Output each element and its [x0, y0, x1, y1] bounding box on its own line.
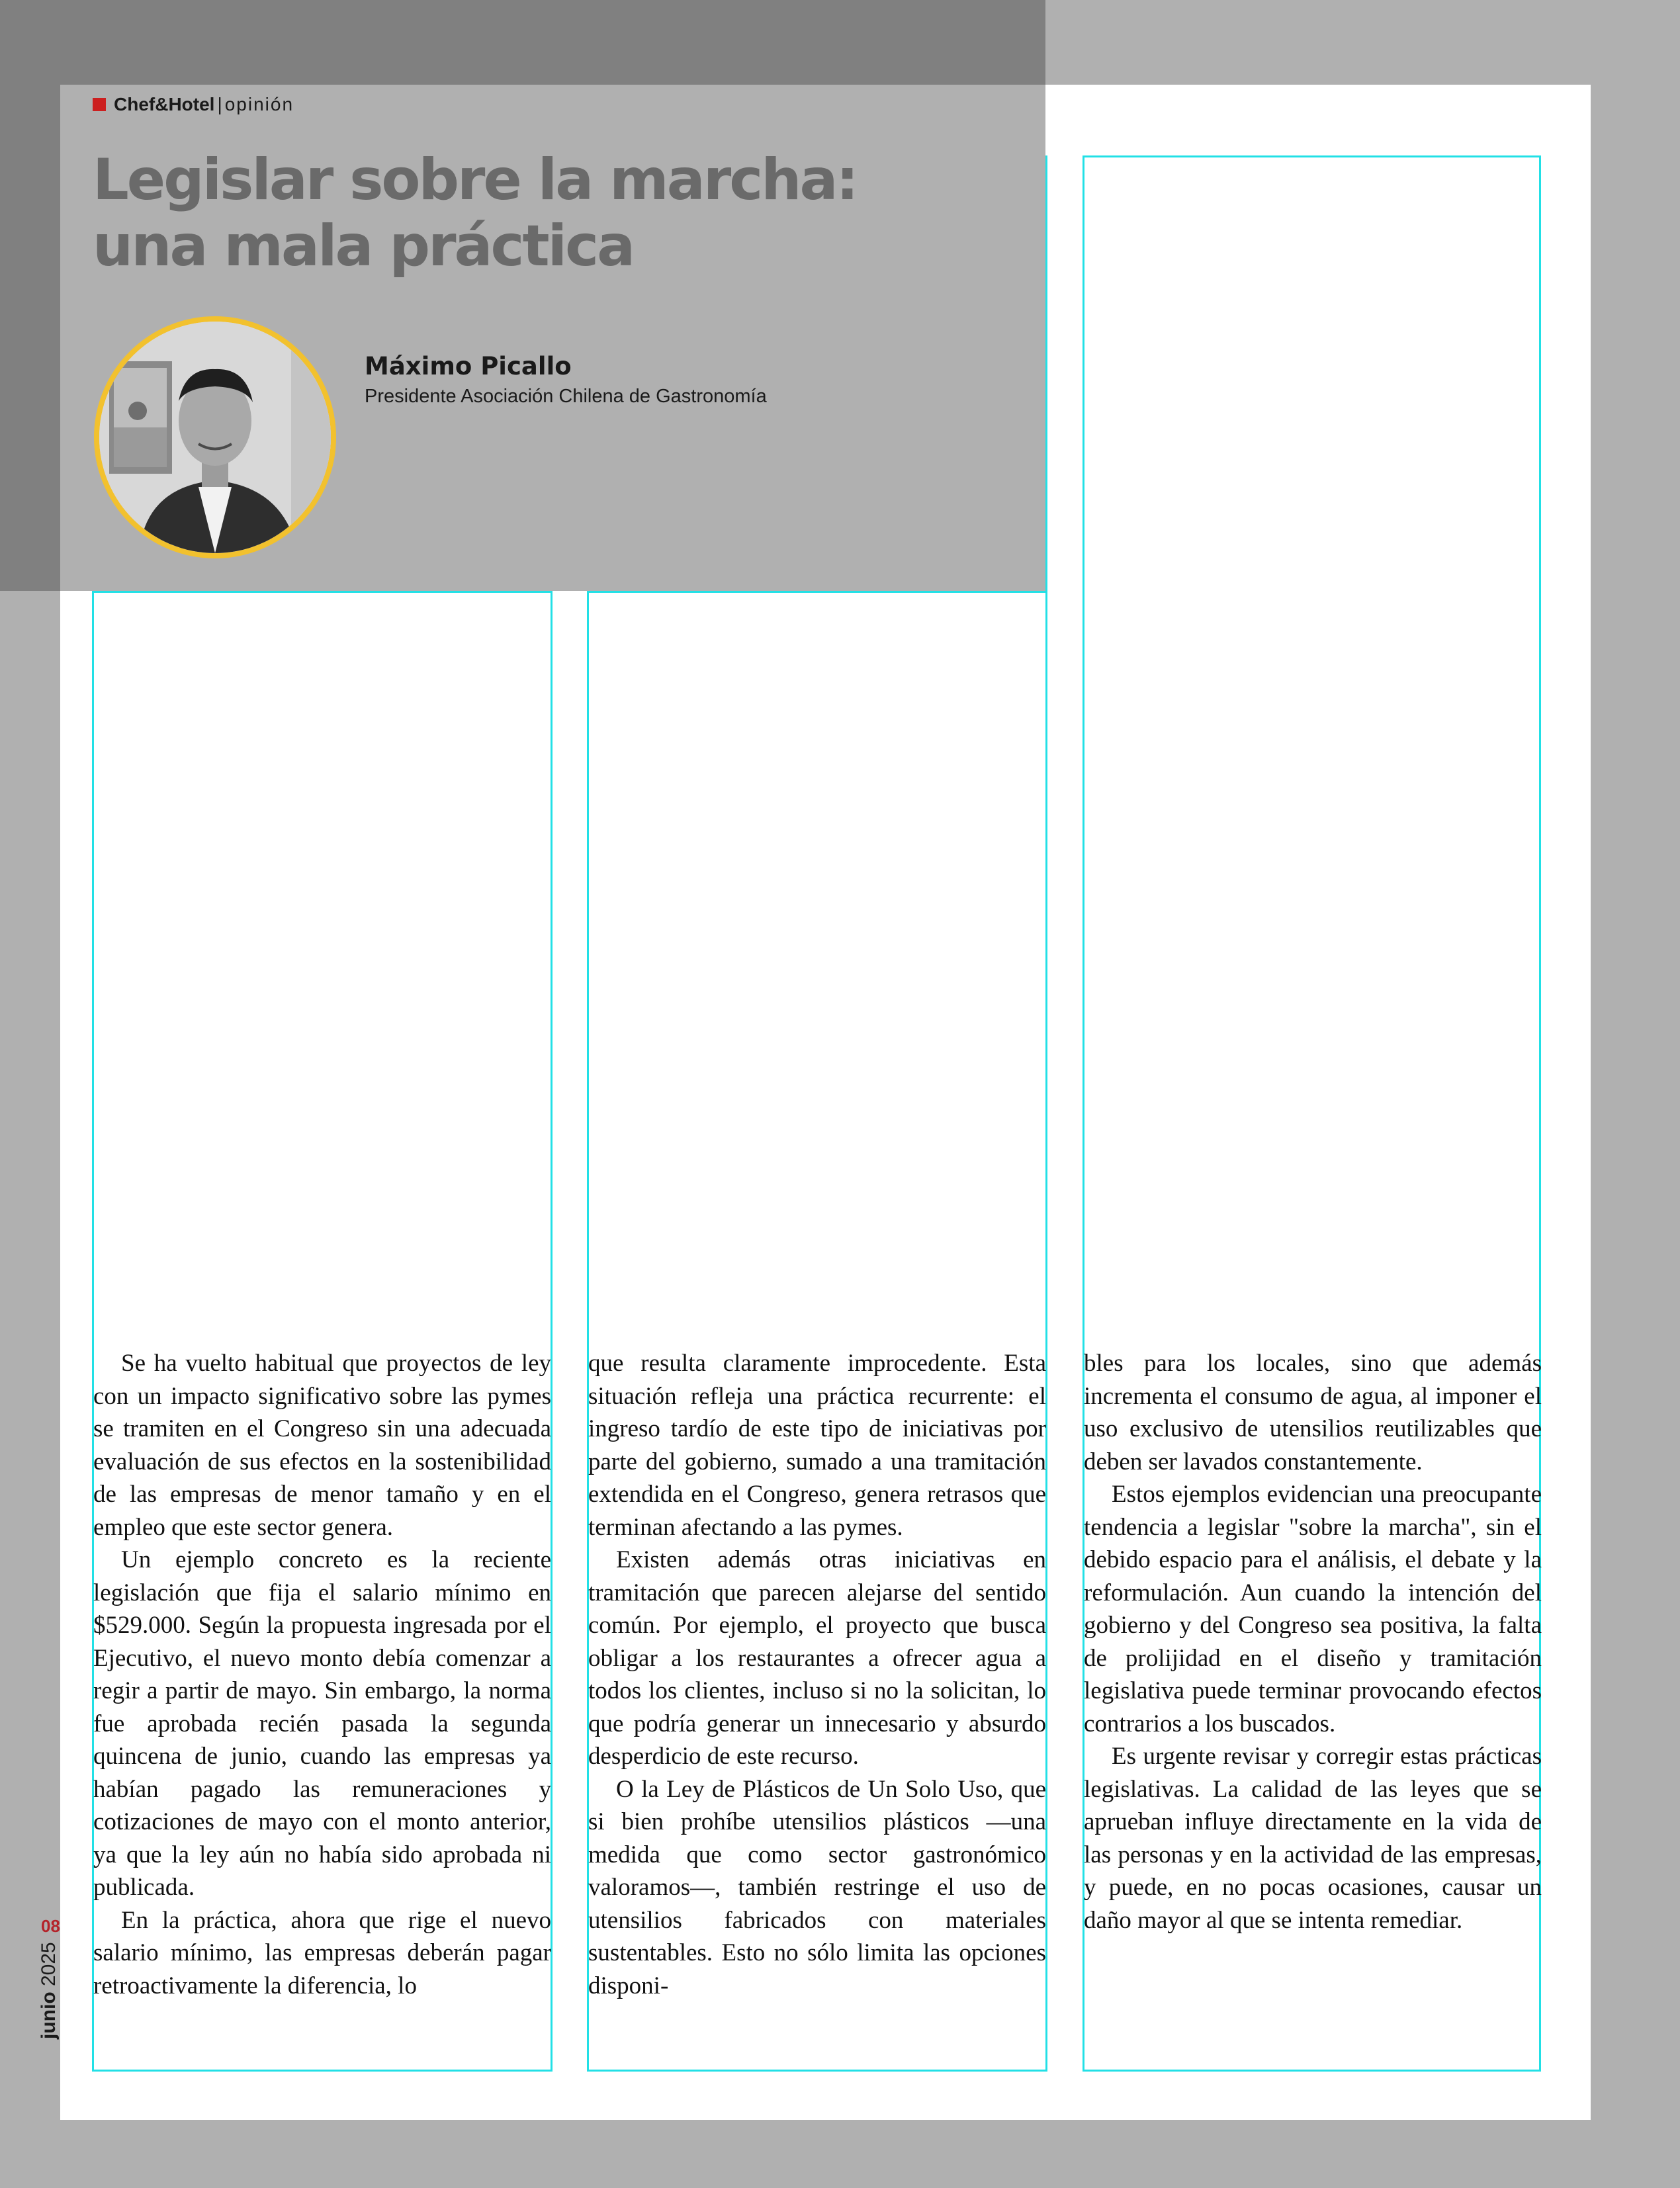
page-number: 08 — [41, 1916, 60, 1936]
paragraph: bles para los locales, sino que además incrementa el consumo de agua, al imponer el uso exclusivo de utensilios reutilizables que deben ser lavados constantemente. — [1084, 1350, 1542, 1475]
issue-date — [38, 1942, 60, 2039]
kicker-separator: | — [217, 94, 222, 114]
body-column-3 — [1084, 1347, 1542, 2075]
section-kicker — [93, 94, 294, 115]
body-column-1 — [93, 1347, 551, 2075]
author-photo — [94, 316, 336, 558]
paragraph: Es urgente revisar y corregir estas prácticas legislativas. La calidad de las leyes que se aprueban influye directamente en la vida de las personas y en la actividad de las empresas, y puede, en no pocas ocasiones, causar un daño mayor al que se intenta remediar. — [1084, 1743, 1542, 1934]
brand-name: Chef&Hotel — [114, 94, 215, 114]
paragraph: Estos ejemplos evidencian una preocupante tendencia a legislar "sobre la marcha", sin el debido espacio para el análisis, el debate y la reformulación. Aun cuando la intención del gobierno y del Congreso sea positiva, la falta de prolijidad en el diseño y tramitación legislativa puede terminar provocando efectos contrarios a los buscados. — [1084, 1481, 1542, 1737]
author-role: Presidente Asociación Chilena de Gastronomía — [365, 386, 767, 407]
title-line-2: una mala práctica — [93, 213, 634, 279]
section-name: opinión — [224, 94, 294, 114]
author-portrait-icon — [99, 322, 331, 553]
column-guide-2-top — [1043, 155, 1047, 591]
paragraph: que resulta claramente improcedente. Esta situación refleja una práctica recurrente: el ingreso tardío de este tipo de iniciativas por parte del gobierno, sumado a una tramitación extendida en el Congreso, genera retrasos que terminan afectando a las pymes. — [588, 1350, 1046, 1541]
paragraph: Se ha vuelto habitual que proyectos de ley con un impacto significativo sobre las pymes se tramiten en el Congreso sin una adecuada evaluación de sus efectos en la sostenibilidad de las empresas de menor tamaño y en el empleo que este sector genera. — [93, 1350, 551, 1541]
paragraph: En la práctica, ahora que rige el nuevo salario mínimo, las empresas deberán pagar retroactivamente la diferencia, lo — [93, 1906, 551, 1999]
paragraph: Un ejemplo concreto es la reciente legislación que fija el salario mínimo en $529.000. Según la propuesta ingresada por el Ejecutivo, el nuevo monto debía comenzar a regir a partir de mayo. Sin embargo, la norma fue aprobada recién pasada la segunda quincena de junio, cuando las empresas ya habían pagado las remuneraciones y cotizaciones de mayo con el monto anterior, ya que la ley aún no había sido aprobada ni publicada. — [93, 1546, 551, 1901]
title-line-1: Legislar sobre la marcha: — [93, 147, 857, 213]
paragraph: Existen además otras iniciativas en tramitación que parecen alejarse del sentido común. Por ejemplo, el proyecto que busca obligar a los restaurantes a ofrecer agua a todos los clientes, incluso si no la solicitan, lo que podría generar un innecesario y absurdo desperdicio de este recurso. — [588, 1546, 1046, 1770]
issue-year: 2025 — [38, 1942, 60, 1986]
issue-month: junio — [38, 1991, 60, 2039]
article-title — [93, 147, 1032, 279]
paragraph: O la Ley de Plásticos de Un Solo Uso, que si bien prohíbe utensilios plásticos —una medida que como sector gastronómico valoramos—, también restringe el uso de utensilios fabricados con materiales sustentables. Esto no sólo limita las opciones disponi- — [588, 1775, 1046, 1999]
body-column-2 — [588, 1347, 1046, 2075]
author-name: Máximo Picallo — [365, 352, 572, 380]
red-square-icon — [93, 98, 106, 111]
